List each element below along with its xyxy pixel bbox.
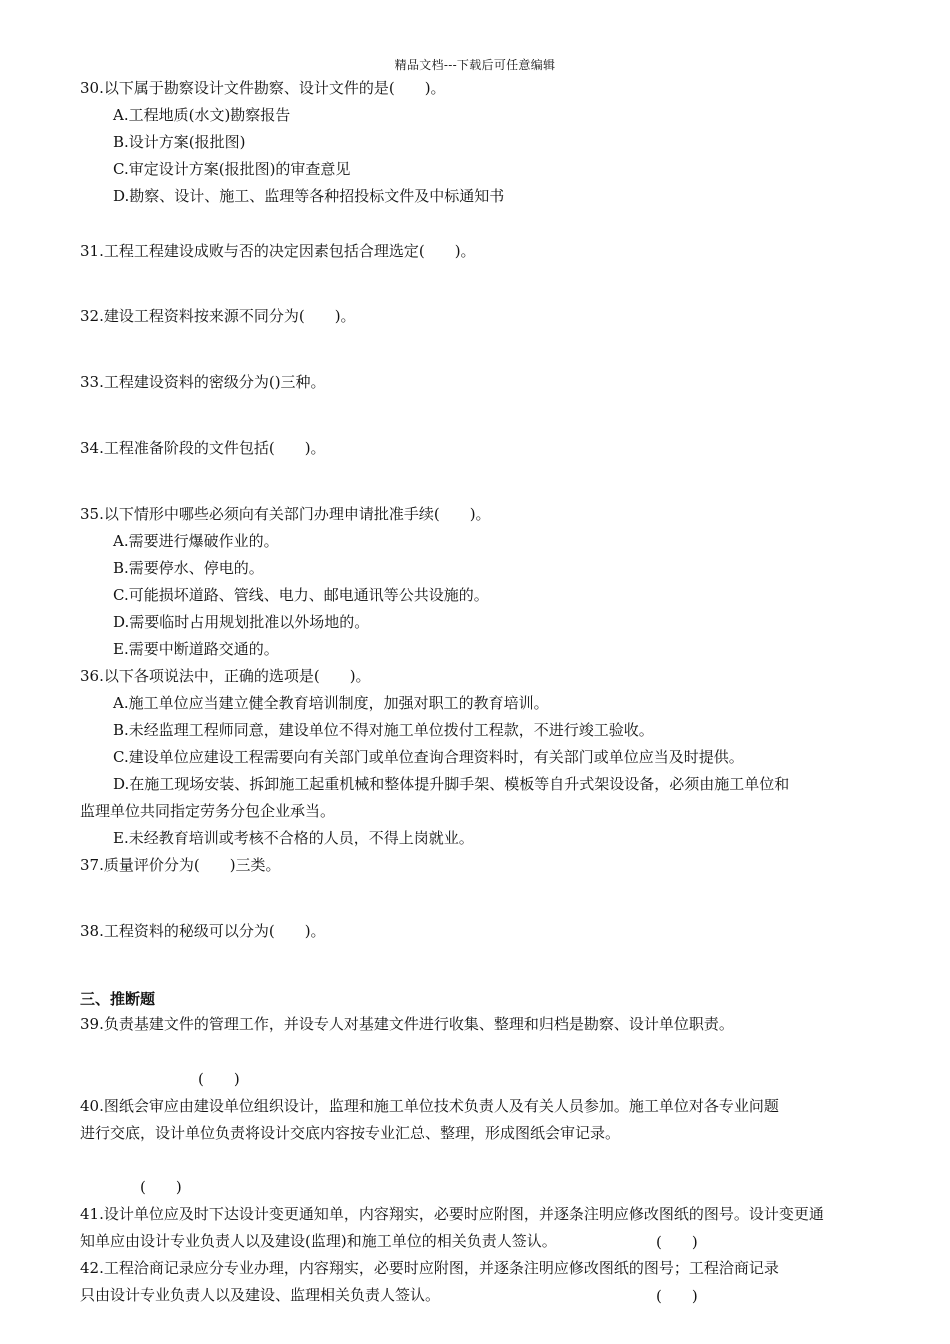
question-34: 34.工程准备阶段的文件包括( )。	[80, 439, 326, 457]
page-header: 精品文档---下载后可任意编辑	[394, 58, 556, 72]
question-40-answer-blank: ( )	[140, 1178, 182, 1196]
question-33: 33.工程建设资料的密级分为()三种。	[80, 373, 326, 391]
question-41-line-2: 知单应由设计专业负责人以及建设(监理)和施工单位的相关负责人签认。	[80, 1232, 557, 1250]
question-30-option-c: C.审定设计方案(报批图)的审查意见	[113, 160, 351, 178]
question-32: 32.建设工程资料按来源不同分为( )。	[80, 307, 356, 325]
question-35-option-c: C.可能损坏道路、管线、电力、邮电通讯等公共设施的。	[113, 586, 489, 604]
question-36-option-d: D.在施工现场安装、拆卸施工起重机械和整体提升脚手架、模板等自升式架设设备，必须由施工单位和	[113, 775, 790, 793]
question-38: 38.工程资料的秘级可以分为( )。	[80, 922, 326, 940]
question-41-answer-blank: ( )	[656, 1233, 698, 1251]
question-30-option-d: D.勘察、设计、施工、监理等各种招投标文件及中标通知书	[113, 187, 505, 205]
question-35-option-d: D.需要临时占用规划批准以外场地的。	[113, 613, 370, 631]
question-30-option-b: B.设计方案(报批图)	[113, 133, 246, 151]
question-35-stem: 35.以下情形中哪些必须向有关部门办理申请批准手续( )。	[80, 505, 491, 523]
question-30-stem: 30.以下属于勘察设计文件勘察、设计文件的是( )。	[80, 79, 446, 97]
question-41-line-1: 41.设计单位应及时下达设计变更通知单，内容翔实，必要时应附图，并逐条注明应修改图纸的图号。设计变更通	[80, 1205, 824, 1223]
question-42-line-1: 42.工程洽商记录应分专业办理，内容翔实，必要时应附图，并逐条注明应修改图纸的图号；工程洽商记录	[80, 1259, 779, 1277]
question-36-option-b: B.未经监理工程师同意，建设单位不得对施工单位拨付工程款，不进行竣工验收。	[113, 721, 654, 739]
question-36-option-a: A.施工单位应当建立健全教育培训制度，加强对职工的教育培训。	[113, 694, 549, 712]
section-heading: 三、推断题	[80, 990, 156, 1008]
question-40-line-2: 进行交底，设计单位负责将设计交底内容按专业汇总、整理，形成图纸会审记录。	[80, 1124, 621, 1142]
question-31: 31.工程工程建设成败与否的决定因素包括合理选定( )。	[80, 242, 476, 260]
question-37: 37.质量评价分为( )三类。	[80, 856, 281, 874]
question-42-line-2: 只由设计专业负责人以及建设、监理相关负责人签认。	[80, 1286, 441, 1304]
question-39: 39.负责基建文件的管理工作，并设专人对基建文件进行收集、整理和归档是勘察、设计单位职责。	[80, 1015, 734, 1033]
question-39-answer-blank: ( )	[198, 1070, 240, 1088]
question-36-option-c: C.建设单位应建设工程需要向有关部门或单位查询合理资料时，有关部门或单位应当及时提供。	[113, 748, 744, 766]
question-30-option-a: A.工程地质(水文)勘察报告	[113, 106, 291, 124]
question-36-option-e: E.未经教育培训或考核不合格的人员，不得上岗就业。	[113, 829, 474, 847]
question-35-option-a: A.需要进行爆破作业的。	[113, 532, 279, 550]
question-36-stem: 36.以下各项说法中，正确的选项是( )。	[80, 667, 371, 685]
question-35-option-b: B.需要停水、停电的。	[113, 559, 264, 577]
question-42-answer-blank: ( )	[656, 1287, 698, 1305]
question-36-option-d-continued: 监理单位共同指定劳务分包企业承当。	[80, 802, 336, 820]
question-40-line-1: 40.图纸会审应由建设单位组织设计，监理和施工单位技术负责人及有关人员参加。施工单位对各专业问题	[80, 1097, 779, 1115]
question-35-option-e: E.需要中断道路交通的。	[113, 640, 279, 658]
